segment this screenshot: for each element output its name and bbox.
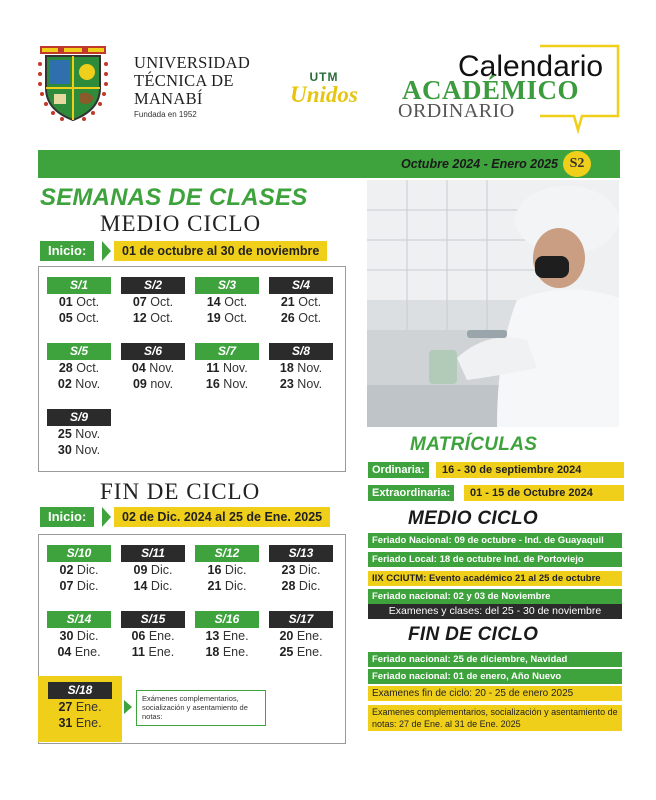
week-18-card [38,676,122,742]
ordinary-enrollment-value: 16 - 30 de septiembre 2024 [436,462,624,478]
week-card: S/11 09 Dic. 14 Dic. [121,545,185,594]
end-events-title: FIN DE CICLO [408,624,539,645]
period-text: Octubre 2024 - Enero 2025 [400,157,558,171]
week-tag: S/8 [269,343,333,360]
mid-start-label: Inicio: [40,241,94,261]
week-card: S/8 18 Nov. 23 Nov. [269,343,333,392]
week-card: S/7 11 Nov. 16 Nov. [195,343,259,392]
week-card: S/1 01 Oct. 05 Oct. [47,277,111,326]
week-card: S/12 16 Dic. 21 Dic. [195,545,259,594]
mid-start-value: 01 de octubre al 30 de noviembre [114,241,327,261]
week-tag: S/9 [47,409,111,426]
week-tag: S/17 [269,611,333,628]
mid-events-title: MEDIO CICLO [408,508,538,529]
week-tag: S/1 [47,277,111,294]
week-card: S/15 06 Ene. 11 Ene. [121,611,185,660]
event-row: Feriado Local: 18 de octubre Ind. de Portoviejo [368,552,622,567]
week-card: S/14 30 Dic. 04 Ene. [47,611,111,660]
week-18-note: Exámenes complementarios, socialización y asentamiento de notas: [136,690,266,726]
utm-unidos-logo: UTM Unidos [290,70,358,107]
extra-enrollment-value: 01 - 15 de Octubre 2024 [464,485,624,501]
week-card: S/6 04 Nov. 09 nov. [121,343,185,392]
classes-title: SEMANAS DE CLASES [40,184,308,211]
week-tag: S/10 [47,545,111,562]
week-tag: S/14 [47,611,111,628]
arrow-right-icon [124,700,132,714]
event-row: Feriado nacional: 01 de enero, Año Nuevo [368,669,622,684]
semester-badge: S2 [563,151,591,177]
week-tag: S/7 [195,343,259,360]
university-name: UNIVERSIDAD TÉCNICA DE MANABÍ [134,53,251,108]
event-row: Feriado nacional: 25 de diciembre, Navidad [368,652,622,667]
week-tag: S/18 [48,682,112,699]
week-card: S/2 07 Oct. 12 Oct. [121,277,185,326]
week-tag: S/5 [47,343,111,360]
week-card: S/4 21 Oct. 26 Oct. [269,277,333,326]
week-tag: S/6 [121,343,185,360]
week-card: S/3 14 Oct. 19 Oct. [195,277,259,326]
week-tag: S/12 [195,545,259,562]
founded-text: Fundada en 1952 [134,110,197,119]
arrow-right-icon [102,241,111,261]
week-tag: S/13 [269,545,333,562]
calendar-title: Calendario [458,50,604,83]
week-tag: S/3 [195,277,259,294]
mid-cycle-weeks-panel [38,266,346,472]
lab-photo [367,180,619,427]
week-tag: S/4 [269,277,333,294]
mid-cycle-title: MEDIO CICLO [100,211,262,236]
academic-title: ACADÉMICO [402,75,579,105]
event-row: Examenes complementarios, socialización y asentamiento de notas: 27 de Ene. al 31 de Ene. 2025 [368,705,622,731]
week-tag: S/15 [121,611,185,628]
week-tag: S/11 [121,545,185,562]
event-row: Examenes y clases: del 25 - 30 de noviembre [368,604,622,619]
week-tag: S/2 [121,277,185,294]
end-cycle-title: FIN DE CICLO [100,479,261,504]
end-start-label: Inicio: [40,507,94,527]
enrollment-title: MATRÍCULAS [410,434,538,455]
week-card: S/18 27 Ene. 31 Ene. [48,682,112,731]
university-crest-logo [36,44,110,124]
end-start-value: 02 de Dic. 2024 al 25 de Ene. 2025 [114,507,330,527]
event-row: Examenes fin de ciclo: 20 - 25 de enero 2025 [368,686,622,701]
ordinary-enrollment-label: Ordinaria: [368,462,429,478]
arrow-right-icon [102,507,111,527]
extra-enrollment-label: Extraordinaria: [368,485,454,501]
event-row: IIX CCIUTM: Evento académico 21 al 25 de octubre [368,571,622,586]
week-card: S/5 28 Oct. 02 Nov. [47,343,111,392]
event-row: Feriado Nacional: 09 de octubre - Ind. de Guayaquil [368,533,622,548]
week-card: S/13 23 Dic. 28 Dic. [269,545,333,594]
week-card: S/16 13 Ene. 18 Ene. [195,611,259,660]
week-tag: S/16 [195,611,259,628]
week-card: S/17 20 Ene. 25 Ene. [269,611,333,660]
ordinary-title: ORDINARIO [398,100,515,122]
week-card: S/10 02 Dic. 07 Dic. [47,545,111,594]
week-card: S/9 25 Nov. 30 Nov. [47,409,111,458]
event-row: Feriado nacional: 02 y 03 de Noviembre [368,589,622,604]
